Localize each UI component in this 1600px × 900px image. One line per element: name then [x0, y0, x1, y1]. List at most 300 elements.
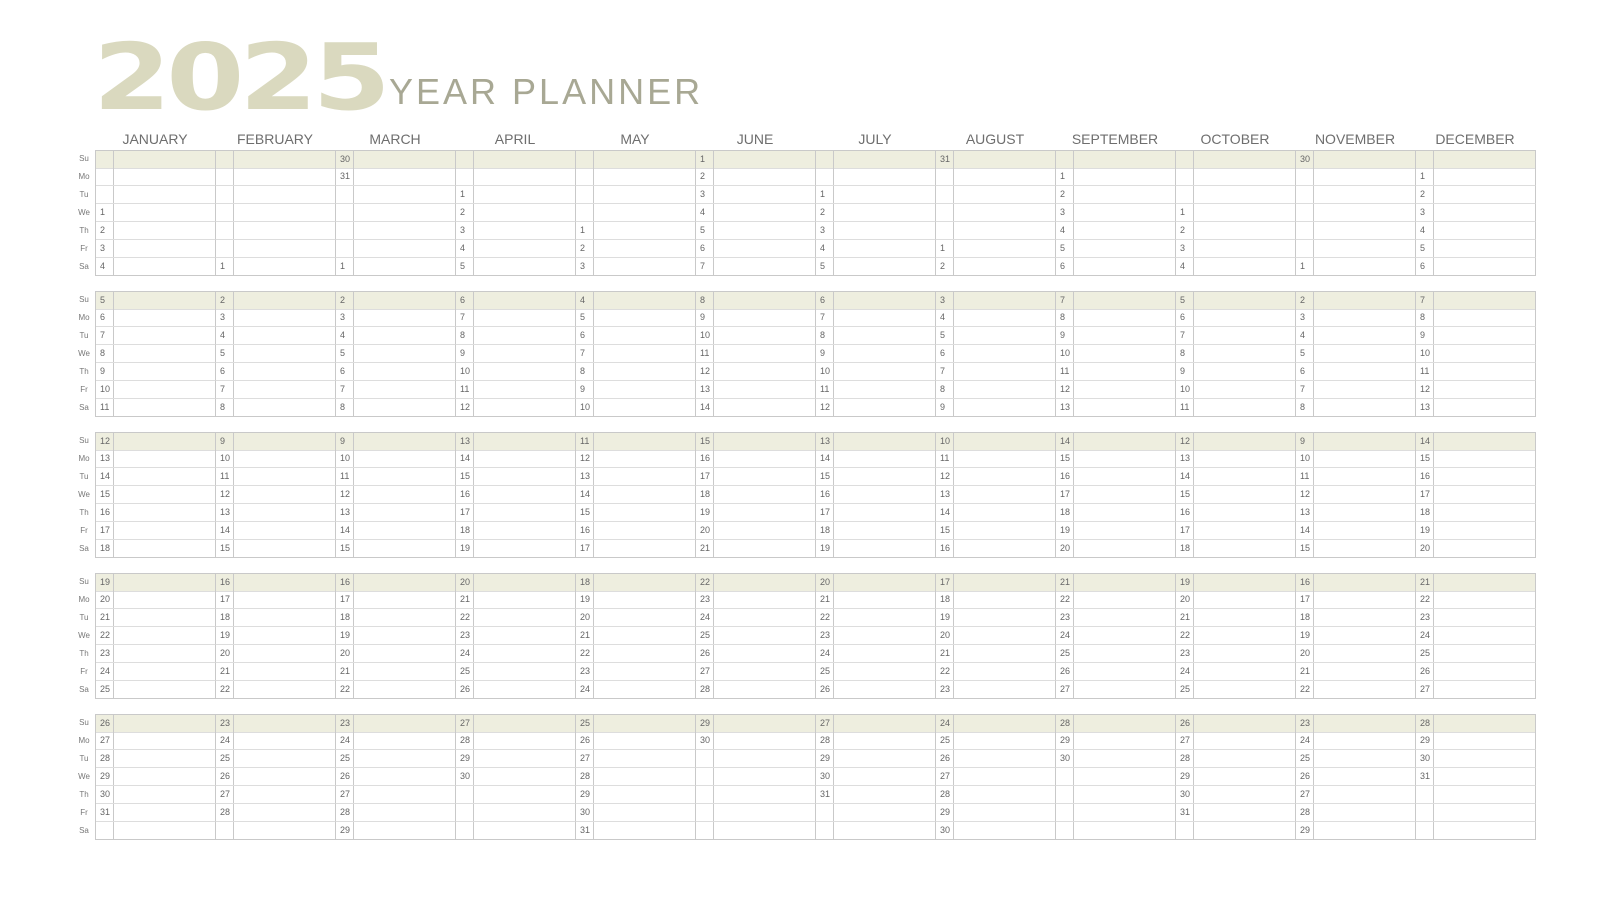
day-cell[interactable]: [456, 522, 576, 540]
day-cell[interactable]: [336, 732, 456, 750]
day-cell[interactable]: [816, 292, 936, 310]
day-cell[interactable]: [96, 363, 216, 381]
day-cell[interactable]: [816, 240, 936, 258]
day-cell[interactable]: [1176, 309, 1296, 327]
day-cell[interactable]: [336, 627, 456, 645]
day-cell[interactable]: [1176, 681, 1296, 699]
day-cell[interactable]: [456, 292, 576, 310]
day-cell[interactable]: [696, 822, 816, 840]
day-cell[interactable]: [1296, 574, 1416, 592]
day-cell[interactable]: [456, 486, 576, 504]
day-cell[interactable]: [816, 627, 936, 645]
day-cell[interactable]: [696, 786, 816, 804]
day-cell[interactable]: [1056, 450, 1176, 468]
day-cell[interactable]: [456, 468, 576, 486]
day-cell[interactable]: [1296, 345, 1416, 363]
day-cell[interactable]: [936, 258, 1056, 276]
day-cell[interactable]: [96, 345, 216, 363]
day-cell[interactable]: [696, 258, 816, 276]
day-cell[interactable]: [96, 309, 216, 327]
day-cell[interactable]: [936, 345, 1056, 363]
day-cell[interactable]: [1176, 363, 1296, 381]
day-cell[interactable]: [816, 804, 936, 822]
day-cell[interactable]: [1296, 768, 1416, 786]
day-cell[interactable]: [216, 663, 336, 681]
day-cell[interactable]: [936, 292, 1056, 310]
day-cell[interactable]: [1416, 504, 1536, 522]
day-cell[interactable]: [336, 591, 456, 609]
day-cell[interactable]: [456, 363, 576, 381]
day-cell[interactable]: [1296, 327, 1416, 345]
day-cell[interactable]: [816, 486, 936, 504]
day-cell[interactable]: [816, 450, 936, 468]
day-cell[interactable]: [1176, 822, 1296, 840]
day-cell[interactable]: [936, 750, 1056, 768]
day-cell[interactable]: [576, 715, 696, 733]
day-cell[interactable]: [216, 151, 336, 169]
day-cell[interactable]: [456, 309, 576, 327]
day-cell[interactable]: [576, 381, 696, 399]
day-cell[interactable]: [1416, 240, 1536, 258]
day-cell[interactable]: [96, 168, 216, 186]
day-cell[interactable]: [336, 804, 456, 822]
day-cell[interactable]: [456, 381, 576, 399]
day-cell[interactable]: [1056, 804, 1176, 822]
day-cell[interactable]: [936, 433, 1056, 451]
day-cell[interactable]: [1416, 768, 1536, 786]
day-cell[interactable]: [216, 204, 336, 222]
day-cell[interactable]: [216, 822, 336, 840]
day-cell[interactable]: [96, 258, 216, 276]
day-cell[interactable]: [1176, 399, 1296, 417]
day-cell[interactable]: [1056, 732, 1176, 750]
day-cell[interactable]: [576, 258, 696, 276]
day-cell[interactable]: [696, 327, 816, 345]
day-cell[interactable]: [696, 663, 816, 681]
day-cell[interactable]: [456, 645, 576, 663]
day-cell[interactable]: [936, 786, 1056, 804]
day-cell[interactable]: [456, 151, 576, 169]
day-cell[interactable]: [1296, 204, 1416, 222]
day-cell[interactable]: [816, 715, 936, 733]
day-cell[interactable]: [336, 151, 456, 169]
day-cell[interactable]: [1056, 363, 1176, 381]
day-cell[interactable]: [96, 732, 216, 750]
day-cell[interactable]: [96, 681, 216, 699]
day-cell[interactable]: [96, 627, 216, 645]
day-cell[interactable]: [216, 292, 336, 310]
day-cell[interactable]: [456, 258, 576, 276]
day-cell[interactable]: [1416, 433, 1536, 451]
day-cell[interactable]: [216, 681, 336, 699]
day-cell[interactable]: [336, 222, 456, 240]
day-cell[interactable]: [456, 186, 576, 204]
day-cell[interactable]: [1296, 681, 1416, 699]
day-cell[interactable]: [1176, 627, 1296, 645]
day-cell[interactable]: [936, 504, 1056, 522]
day-cell[interactable]: [1176, 468, 1296, 486]
day-cell[interactable]: [936, 768, 1056, 786]
day-cell[interactable]: [936, 381, 1056, 399]
day-cell[interactable]: [1296, 750, 1416, 768]
day-cell[interactable]: [336, 504, 456, 522]
day-cell[interactable]: [216, 504, 336, 522]
day-cell[interactable]: [1416, 168, 1536, 186]
day-cell[interactable]: [696, 381, 816, 399]
day-cell[interactable]: [1416, 204, 1536, 222]
day-cell[interactable]: [456, 627, 576, 645]
day-cell[interactable]: [96, 450, 216, 468]
day-cell[interactable]: [456, 433, 576, 451]
day-cell[interactable]: [696, 522, 816, 540]
day-cell[interactable]: [96, 715, 216, 733]
day-cell[interactable]: [576, 522, 696, 540]
day-cell[interactable]: [1416, 222, 1536, 240]
day-cell[interactable]: [1176, 591, 1296, 609]
day-cell[interactable]: [456, 822, 576, 840]
day-cell[interactable]: [936, 540, 1056, 558]
day-cell[interactable]: [336, 345, 456, 363]
day-cell[interactable]: [576, 309, 696, 327]
day-cell[interactable]: [96, 591, 216, 609]
day-cell[interactable]: [1176, 345, 1296, 363]
day-cell[interactable]: [1296, 399, 1416, 417]
day-cell[interactable]: [96, 786, 216, 804]
day-cell[interactable]: [816, 204, 936, 222]
day-cell[interactable]: [1296, 363, 1416, 381]
day-cell[interactable]: [96, 822, 216, 840]
day-cell[interactable]: [1416, 381, 1536, 399]
day-cell[interactable]: [696, 168, 816, 186]
day-cell[interactable]: [1296, 732, 1416, 750]
day-cell[interactable]: [1296, 822, 1416, 840]
day-cell[interactable]: [1056, 258, 1176, 276]
day-cell[interactable]: [456, 786, 576, 804]
day-cell[interactable]: [1176, 222, 1296, 240]
day-cell[interactable]: [96, 804, 216, 822]
day-cell[interactable]: [816, 381, 936, 399]
day-cell[interactable]: [1056, 168, 1176, 186]
day-cell[interactable]: [336, 609, 456, 627]
day-cell[interactable]: [816, 433, 936, 451]
day-cell[interactable]: [1416, 522, 1536, 540]
day-cell[interactable]: [696, 681, 816, 699]
day-cell[interactable]: [336, 186, 456, 204]
day-cell[interactable]: [216, 240, 336, 258]
day-cell[interactable]: [216, 591, 336, 609]
day-cell[interactable]: [456, 768, 576, 786]
day-cell[interactable]: [576, 168, 696, 186]
day-cell[interactable]: [576, 204, 696, 222]
day-cell[interactable]: [696, 750, 816, 768]
day-cell[interactable]: [576, 399, 696, 417]
day-cell[interactable]: [576, 609, 696, 627]
day-cell[interactable]: [216, 381, 336, 399]
day-cell[interactable]: [696, 574, 816, 592]
day-cell[interactable]: [696, 151, 816, 169]
day-cell[interactable]: [936, 627, 1056, 645]
day-cell[interactable]: [1296, 258, 1416, 276]
day-cell[interactable]: [696, 627, 816, 645]
day-cell[interactable]: [816, 750, 936, 768]
day-cell[interactable]: [1176, 804, 1296, 822]
day-cell[interactable]: [1176, 258, 1296, 276]
day-cell[interactable]: [576, 627, 696, 645]
day-cell[interactable]: [1056, 151, 1176, 169]
day-cell[interactable]: [216, 486, 336, 504]
day-cell[interactable]: [216, 786, 336, 804]
day-cell[interactable]: [1056, 768, 1176, 786]
day-cell[interactable]: [1176, 750, 1296, 768]
day-cell[interactable]: [1056, 504, 1176, 522]
day-cell[interactable]: [1296, 540, 1416, 558]
day-cell[interactable]: [576, 750, 696, 768]
day-cell[interactable]: [816, 663, 936, 681]
day-cell[interactable]: [1296, 591, 1416, 609]
day-cell[interactable]: [336, 204, 456, 222]
day-cell[interactable]: [816, 681, 936, 699]
day-cell[interactable]: [1056, 399, 1176, 417]
day-cell[interactable]: [576, 363, 696, 381]
day-cell[interactable]: [936, 591, 1056, 609]
day-cell[interactable]: [1176, 151, 1296, 169]
day-cell[interactable]: [816, 786, 936, 804]
day-cell[interactable]: [1416, 804, 1536, 822]
day-cell[interactable]: [96, 645, 216, 663]
day-cell[interactable]: [1056, 240, 1176, 258]
day-cell[interactable]: [696, 309, 816, 327]
day-cell[interactable]: [216, 222, 336, 240]
day-cell[interactable]: [216, 327, 336, 345]
day-cell[interactable]: [576, 822, 696, 840]
day-cell[interactable]: [696, 204, 816, 222]
day-cell[interactable]: [1416, 663, 1536, 681]
day-cell[interactable]: [576, 468, 696, 486]
day-cell[interactable]: [1296, 786, 1416, 804]
day-cell[interactable]: [1056, 663, 1176, 681]
day-cell[interactable]: [96, 222, 216, 240]
day-cell[interactable]: [1176, 786, 1296, 804]
day-cell[interactable]: [936, 168, 1056, 186]
day-cell[interactable]: [816, 522, 936, 540]
day-cell[interactable]: [96, 240, 216, 258]
day-cell[interactable]: [1296, 609, 1416, 627]
day-cell[interactable]: [696, 222, 816, 240]
day-cell[interactable]: [1176, 522, 1296, 540]
day-cell[interactable]: [96, 468, 216, 486]
day-cell[interactable]: [336, 168, 456, 186]
day-cell[interactable]: [936, 363, 1056, 381]
day-cell[interactable]: [1416, 574, 1536, 592]
day-cell[interactable]: [1416, 292, 1536, 310]
day-cell[interactable]: [1056, 609, 1176, 627]
day-cell[interactable]: [816, 591, 936, 609]
day-cell[interactable]: [1416, 450, 1536, 468]
day-cell[interactable]: [456, 540, 576, 558]
day-cell[interactable]: [576, 804, 696, 822]
day-cell[interactable]: [96, 151, 216, 169]
day-cell[interactable]: [1416, 609, 1536, 627]
day-cell[interactable]: [696, 768, 816, 786]
day-cell[interactable]: [336, 486, 456, 504]
day-cell[interactable]: [1056, 786, 1176, 804]
day-cell[interactable]: [1056, 540, 1176, 558]
day-cell[interactable]: [1056, 645, 1176, 663]
day-cell[interactable]: [1416, 540, 1536, 558]
day-cell[interactable]: [1416, 681, 1536, 699]
day-cell[interactable]: [216, 258, 336, 276]
day-cell[interactable]: [336, 363, 456, 381]
day-cell[interactable]: [576, 540, 696, 558]
day-cell[interactable]: [936, 663, 1056, 681]
day-cell[interactable]: [96, 663, 216, 681]
day-cell[interactable]: [216, 804, 336, 822]
day-cell[interactable]: [1416, 732, 1536, 750]
day-cell[interactable]: [696, 540, 816, 558]
day-cell[interactable]: [816, 222, 936, 240]
day-cell[interactable]: [1176, 609, 1296, 627]
day-cell[interactable]: [1416, 186, 1536, 204]
day-cell[interactable]: [96, 504, 216, 522]
day-cell[interactable]: [216, 540, 336, 558]
day-cell[interactable]: [216, 522, 336, 540]
day-cell[interactable]: [576, 222, 696, 240]
day-cell[interactable]: [1296, 151, 1416, 169]
day-cell[interactable]: [816, 732, 936, 750]
day-cell[interactable]: [456, 750, 576, 768]
day-cell[interactable]: [1296, 309, 1416, 327]
day-cell[interactable]: [456, 732, 576, 750]
day-cell[interactable]: [1416, 715, 1536, 733]
day-cell[interactable]: [336, 822, 456, 840]
day-cell[interactable]: [936, 151, 1056, 169]
day-cell[interactable]: [1176, 732, 1296, 750]
day-cell[interactable]: [576, 681, 696, 699]
day-cell[interactable]: [936, 609, 1056, 627]
day-cell[interactable]: [696, 486, 816, 504]
day-cell[interactable]: [1416, 309, 1536, 327]
day-cell[interactable]: [456, 591, 576, 609]
day-cell[interactable]: [696, 433, 816, 451]
day-cell[interactable]: [1056, 327, 1176, 345]
day-cell[interactable]: [336, 786, 456, 804]
day-cell[interactable]: [816, 645, 936, 663]
day-cell[interactable]: [216, 309, 336, 327]
day-cell[interactable]: [1296, 222, 1416, 240]
day-cell[interactable]: [96, 204, 216, 222]
day-cell[interactable]: [936, 645, 1056, 663]
day-cell[interactable]: [1176, 645, 1296, 663]
day-cell[interactable]: [696, 363, 816, 381]
day-cell[interactable]: [816, 309, 936, 327]
day-cell[interactable]: [1416, 345, 1536, 363]
day-cell[interactable]: [1296, 292, 1416, 310]
day-cell[interactable]: [576, 345, 696, 363]
day-cell[interactable]: [1176, 574, 1296, 592]
day-cell[interactable]: [936, 450, 1056, 468]
day-cell[interactable]: [336, 715, 456, 733]
day-cell[interactable]: [1416, 591, 1536, 609]
day-cell[interactable]: [456, 804, 576, 822]
day-cell[interactable]: [216, 645, 336, 663]
day-cell[interactable]: [576, 574, 696, 592]
day-cell[interactable]: [1056, 822, 1176, 840]
day-cell[interactable]: [816, 609, 936, 627]
day-cell[interactable]: [96, 486, 216, 504]
day-cell[interactable]: [216, 433, 336, 451]
day-cell[interactable]: [936, 732, 1056, 750]
day-cell[interactable]: [1176, 186, 1296, 204]
day-cell[interactable]: [216, 768, 336, 786]
day-cell[interactable]: [96, 381, 216, 399]
day-cell[interactable]: [336, 309, 456, 327]
day-cell[interactable]: [576, 450, 696, 468]
day-cell[interactable]: [1416, 399, 1536, 417]
day-cell[interactable]: [696, 450, 816, 468]
day-cell[interactable]: [576, 591, 696, 609]
day-cell[interactable]: [1056, 345, 1176, 363]
day-cell[interactable]: [816, 258, 936, 276]
day-cell[interactable]: [456, 681, 576, 699]
day-cell[interactable]: [696, 292, 816, 310]
day-cell[interactable]: [1416, 468, 1536, 486]
day-cell[interactable]: [216, 732, 336, 750]
day-cell[interactable]: [576, 186, 696, 204]
day-cell[interactable]: [216, 450, 336, 468]
day-cell[interactable]: [1176, 292, 1296, 310]
day-cell[interactable]: [576, 504, 696, 522]
day-cell[interactable]: [336, 468, 456, 486]
day-cell[interactable]: [216, 345, 336, 363]
day-cell[interactable]: [1176, 168, 1296, 186]
day-cell[interactable]: [1296, 468, 1416, 486]
day-cell[interactable]: [1056, 433, 1176, 451]
day-cell[interactable]: [576, 327, 696, 345]
day-cell[interactable]: [456, 204, 576, 222]
day-cell[interactable]: [1416, 486, 1536, 504]
day-cell[interactable]: [456, 222, 576, 240]
day-cell[interactable]: [1416, 258, 1536, 276]
day-cell[interactable]: [1056, 750, 1176, 768]
day-cell[interactable]: [936, 468, 1056, 486]
day-cell[interactable]: [816, 151, 936, 169]
day-cell[interactable]: [576, 786, 696, 804]
day-cell[interactable]: [216, 574, 336, 592]
day-cell[interactable]: [336, 750, 456, 768]
day-cell[interactable]: [336, 433, 456, 451]
day-cell[interactable]: [336, 540, 456, 558]
day-cell[interactable]: [1176, 768, 1296, 786]
day-cell[interactable]: [1416, 750, 1536, 768]
day-cell[interactable]: [936, 681, 1056, 699]
day-cell[interactable]: [336, 681, 456, 699]
day-cell[interactable]: [1296, 522, 1416, 540]
day-cell[interactable]: [816, 822, 936, 840]
day-cell[interactable]: [456, 327, 576, 345]
day-cell[interactable]: [816, 345, 936, 363]
day-cell[interactable]: [576, 151, 696, 169]
day-cell[interactable]: [1416, 327, 1536, 345]
day-cell[interactable]: [1176, 540, 1296, 558]
day-cell[interactable]: [216, 468, 336, 486]
day-cell[interactable]: [1056, 204, 1176, 222]
day-cell[interactable]: [816, 363, 936, 381]
day-cell[interactable]: [1296, 433, 1416, 451]
day-cell[interactable]: [816, 186, 936, 204]
day-cell[interactable]: [1176, 486, 1296, 504]
day-cell[interactable]: [1176, 433, 1296, 451]
day-cell[interactable]: [1296, 186, 1416, 204]
